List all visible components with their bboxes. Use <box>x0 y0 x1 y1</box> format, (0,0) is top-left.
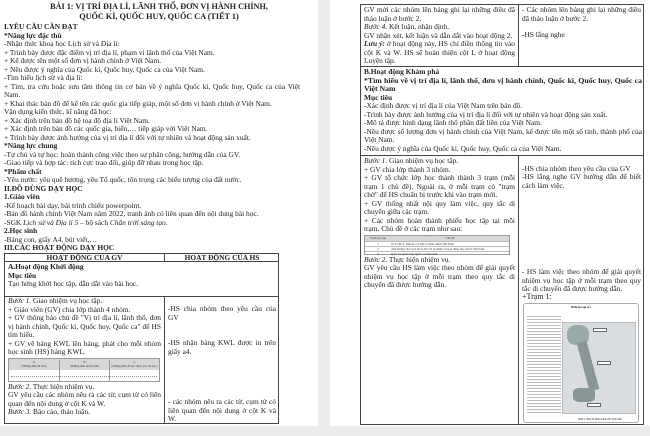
text-line: + Giáo viên (GV) chia lớp thành 4 nhóm. <box>8 304 131 314</box>
hs-response: - Các nhóm lên bảng ghi lại những điều đã thảo luận ở bước 2. <box>522 5 641 23</box>
sgk-line <box>4 219 300 228</box>
map-south <box>573 388 595 402</box>
station-topic: Vị trí địa lí, lãnh thổ và đơn vị hành chính Việt Nam <box>391 241 454 246</box>
kwl-table <box>8 357 161 383</box>
step <box>8 408 161 417</box>
text-line: + GV vẽ bảng KWL lên bảng, phát cho mỗi nhóm học sinh (HS) bảng KWL. <box>8 338 161 356</box>
text-line: GV nhận xét, kết luận và dẫn dắt vào hoạt động 2. <box>364 30 513 40</box>
text-line: + Khai thác bản đồ để kể tên các quốc gia tiếp giáp, một số đơn vị hành chính ở Việt Nam. <box>4 98 272 108</box>
text-line: + GV thống nhất nội quy làm việc, quy tắc di chuyển giữa các trạm. <box>364 198 515 216</box>
vietnam-map <box>562 322 636 414</box>
section-title: A.Hoạt động Khởi động <box>8 262 84 271</box>
goal-item: -Xác định được vị trí địa lí của Việt Nam trên bản đồ. <box>364 101 523 110</box>
hs-response: - HS làm việc theo nhóm để giải quyết nhiệm vụ học tập ở mỗi trạm theo quy tắc di chuyển đã được hướng dẫn. <box>522 267 641 293</box>
goal-item: -Trình bày được ảnh hưởng của vị trí địa lí đối với tự nhiên và hoạt động sản xuất. <box>364 109 608 119</box>
stations-header <box>365 236 509 241</box>
text-line: + Tìm, tra cứu hoặc sưu tầm thông tin cơ bản về ý nghĩa Quốc kì, Quốc huy, Quốc ca của Việt Nam. <box>4 81 300 99</box>
text-line: -Bảng con, giấy A4, bút viết,… <box>4 234 97 244</box>
step-text: Giao nhiệm vụ học tập. <box>31 296 103 305</box>
kwl-col-l <box>109 360 159 382</box>
section-a <box>5 262 280 290</box>
worksheet-title: Phiếu học tập số 1 <box>570 306 592 309</box>
text-line: + GV thông báo chủ đề "Vị trí địa lí, lãnh thổ, đơn vị hành chính, Quốc kì, Quốc huy, Quốc ca" để HS tìm hiểu. <box>8 313 161 339</box>
map-label-box <box>593 328 607 332</box>
left-page <box>0 0 318 426</box>
text-line: + GV chia lớp thành 3 nhóm. <box>364 164 451 174</box>
section-b <box>361 67 645 154</box>
kwl-desc: (Những điều đã học được sau bài học) <box>111 363 158 368</box>
map-central <box>577 341 600 392</box>
text-line: -Nhận thức khoa học Lịch sử và Địa lí: <box>4 39 120 48</box>
right-page <box>330 0 650 426</box>
text: – bộ sách <box>78 217 110 227</box>
lesson-title <box>0 2 318 22</box>
step-label: Bước 3. <box>8 407 32 416</box>
activities-table-continued <box>360 4 644 425</box>
text-line: + Trình bày được đặc điểm vị trí địa lí, phạm vi lãnh thổ của Việt Nam. <box>4 47 215 57</box>
text-line: GV yêu cầu HS làm việc theo nhóm để giải quyết nhiệm vụ học tập ở mỗi trạm theo quy tắc di chuyển đã được hướng dẫn. <box>364 263 515 289</box>
text-line: -Tự chủ và tự học: hoàn thành công việc theo sự phân công, hướng dẫn của GV. <box>4 149 241 159</box>
subheading: 2.Học sinh <box>4 226 38 235</box>
worksheet-image <box>523 303 639 423</box>
text-line: + Các nhóm hoàn thành phiếu học tập tại mỗi trạm. Chủ đề ở các trạm như sau: <box>364 215 515 233</box>
worksheet-text <box>527 314 561 414</box>
map-label-box <box>597 361 611 365</box>
step-label: Bước 1. <box>364 156 388 165</box>
text-line: Vận dụng kiến thức, kĩ năng đã học: <box>4 107 112 116</box>
text-line: + Kể được tên một số đơn vị hành chính ở Việt Nam. <box>4 56 162 65</box>
goal-label: Mục tiêu <box>364 92 393 102</box>
step-label: Bước 1. <box>8 296 32 305</box>
note-label: Lưu ý: <box>364 39 385 48</box>
section-heading: III.CÁC HOẠT ĐỘNG DẠY HỌC <box>4 243 115 252</box>
kwl-desc: (Những điều đã biết) <box>21 363 47 368</box>
step-text: Giao nhiệm vụ học tập. <box>387 156 459 165</box>
kwl-letter: W <box>83 359 86 364</box>
kwl-col-k <box>9 360 59 368</box>
title-line: BÀI 1: VỊ TRÍ ĐỊA LÍ, LÃNH THỔ, ĐƠN VỊ HÀNH CHÍNH, <box>50 2 268 11</box>
gv-column-row3 <box>361 156 518 291</box>
goal-text: Tạo hứng khởi học tập, dẫn dắt vào bài học. <box>8 279 139 288</box>
hs-response: - các nhóm nêu ra các từ, cụm từ có liên quan đến nội dung ở cột K và W. <box>168 397 276 423</box>
text-line: -Giao tiếp và hợp tác: tích cực trao đổi, giúp đỡ nhau trong học tập. <box>4 158 204 167</box>
text-line: -Bản đồ hành chính Việt Nam năm 2022, tranh ảnh có liên quan đến nội dung bài học. <box>4 209 259 218</box>
note-text: ở hoạt động này, HS chỉ điền thông tin vào cột K và W. HS sẽ hoàn thiện cột L ở hoạt động Luyện tập. <box>364 39 515 65</box>
text-line: GV yêu cầu các nhóm nêu ra các từ, cụm từ có liên quan đến nội dung ở cột K và W. <box>8 390 161 408</box>
subheading: *Phẩm chất <box>4 166 42 176</box>
subheading: *Năng lực đặc thù <box>4 30 62 40</box>
subheading: 1.Giáo viên <box>4 192 40 201</box>
objectives-text <box>4 23 300 253</box>
col-header: Trạm học tập <box>370 235 386 240</box>
title-line: QUỐC KÌ, QUỐC HUY, QUỐC CA (TIẾT 1) <box>79 12 239 21</box>
book-title: Lịch sử và Địa lí 5 <box>23 217 79 227</box>
text-line: -Tìm hiểu lịch sử và địa lí: <box>4 73 83 82</box>
step-text: Thực hiện nhiệm vụ. <box>387 254 451 264</box>
goal-item: -Mô tả được hình dạng lãnh thổ phần đất liền của Việt Nam. <box>364 118 542 127</box>
text: -SGK <box>4 217 24 227</box>
map-label-box <box>587 403 601 407</box>
stations-grid <box>364 235 510 255</box>
hs-response: -HS lắng nghe <box>522 30 565 39</box>
kwl-dotline <box>11 376 157 377</box>
map-caption: Hình 1: Bản đồ hành chính Việt Nam năm <box>578 417 622 421</box>
station-topic: Quốc kì, Quốc huy, Quốc ca Việt Nam <box>391 251 438 256</box>
activities-table <box>4 253 279 424</box>
section-subtitle: *Tìm hiểu về vị trí địa lí, lãnh thổ, đơn vị hành chính, Quốc kì, Quốc huy, Quốc ca Việt Nam <box>364 75 642 93</box>
station-row <box>365 241 509 246</box>
section-title: B.Hoạt động Khám phá <box>364 67 440 76</box>
subheading: *Năng lực chung <box>4 141 58 150</box>
text-line: + Trình bày được ảnh hưởng của vị trí địa lí đối với tự nhiên và hoạt động sản xuất. <box>4 132 251 142</box>
station-number: 1 <box>377 241 379 246</box>
text-line: -Yêu nước: yêu quê hương, yêu Tổ quốc, tôn trọng các biểu tượng của đất nước. <box>4 175 242 184</box>
hs-response: -HS nhận bảng KWL được in trên giấy a4. <box>168 338 276 356</box>
series-name: Chân trời sáng tạo <box>109 217 166 227</box>
goal-label: Mục tiêu <box>8 270 37 280</box>
gv-column <box>5 296 164 418</box>
hs-response: -HS chia nhóm theo yêu cầu của GV <box>168 304 276 322</box>
stations-table <box>364 234 515 256</box>
col-header: Chủ đề <box>445 235 455 240</box>
text-line: + GV tổ chức lớp học thành thành 3 trạm (mỗi trạm 1 chủ đề). Ngoài ra, ở mỗi trạm có "trạm chờ" để HS chuẩn bị trước khi vào trạm mới. <box>364 173 515 199</box>
step-text: Thực hiện nhiệm vụ. <box>31 381 95 391</box>
kwl-letter: K <box>32 359 36 364</box>
goal-item: -Nêu được số lượng đơn vị hành chính của Việt Nam, kể được tên một số tỉnh, thành phố của Việt Nam. <box>364 126 642 144</box>
section-heading: I.YÊU CẦU CẦN ĐẠT <box>4 22 78 31</box>
kwl-col-w <box>59 360 109 382</box>
step-label: Bước 2. <box>8 381 32 391</box>
station-row <box>365 246 509 251</box>
text-line: + Xác định trên bản đồ hệ toạ độ địa lí Việt Nam. <box>4 115 150 125</box>
gv-column-row1 <box>361 5 518 67</box>
station-label: +Trạm 1: <box>522 292 552 301</box>
station-topic: Ảnh hưởng của vị trí địa lí đối với tự nhiên và hoạt động sản xuất ở Việt Nam <box>391 246 485 251</box>
text-line: GV mời các nhóm lên bảng ghi lại những điều đã thảo luận ở bước 2. <box>364 5 515 23</box>
text-line: + Xác định trên bản đồ các quốc gia, biển,… tiếp giáp với Việt Nam. <box>4 124 208 133</box>
station-number: 2 <box>377 246 379 251</box>
step-label: Bước 2. <box>364 254 388 264</box>
step-label: Bước 4. <box>364 22 388 31</box>
kwl-desc: (Những điều muốn biết) <box>69 363 100 368</box>
station-row <box>365 251 509 256</box>
hs-response: -HS lắng nghe GV hướng dẫn để biết cách làm việc. <box>522 172 641 190</box>
goal-item: -Nêu được ý nghĩa của Quốc kì, Quốc huy, Quốc ca của Việt Nam. <box>364 143 562 153</box>
step-text: Báo cáo, thảo luận. <box>31 407 90 416</box>
step-text: Kết luận, nhận định. <box>387 22 450 31</box>
text: . <box>165 217 168 227</box>
hs-response: -HS chia nhóm theo yêu cầu của GV <box>522 164 631 173</box>
text-line: -Kế hoạch bài dạy, bài trình chiếu powerpoint. <box>4 200 142 210</box>
kwl-grid <box>8 358 160 382</box>
station-number: 3 <box>377 251 379 256</box>
header-hs: HOẠT ĐỘNG CỦA HS <box>184 253 260 262</box>
header-gv: HOẠT ĐỘNG CỦA GV <box>46 253 123 262</box>
section-heading: II.ĐỒ DÙNG DẠY HỌC <box>4 183 83 193</box>
kwl-letter: L <box>133 359 136 364</box>
text-line: + Nêu được ý nghĩa của Quốc kì, Quốc huy, Quốc ca của Việt Nam. <box>4 64 205 74</box>
hs-column-row1 <box>519 5 644 41</box>
